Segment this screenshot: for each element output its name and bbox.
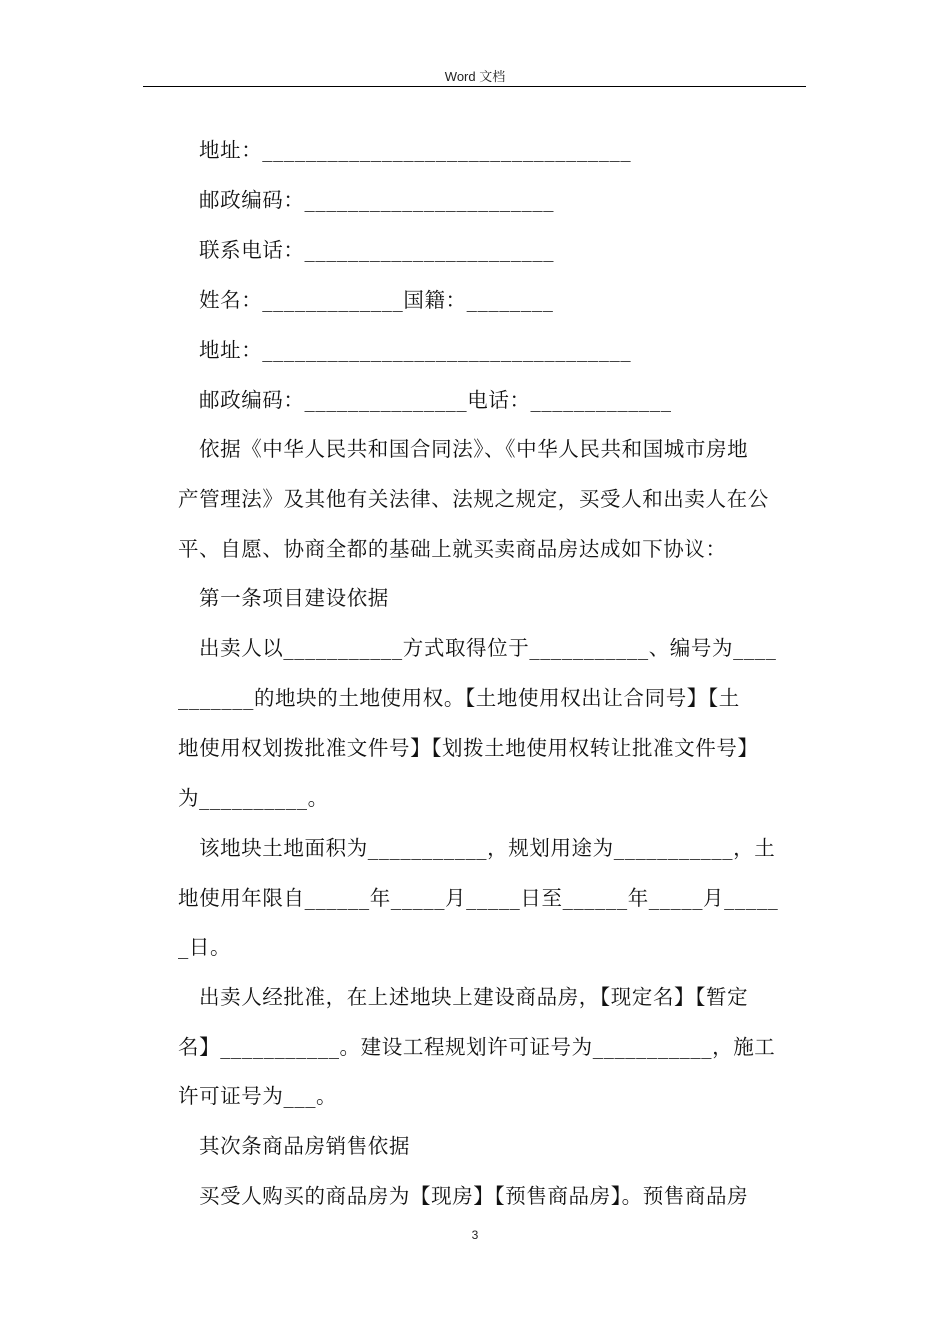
text-line: 为__________。 <box>178 786 329 810</box>
text-line: 出卖人经批准，在上述地块上建设商品房，【现定名】【暂定 <box>199 985 749 1009</box>
text-line: 该地块土地面积为___________，规划用途为___________，土 <box>199 836 776 860</box>
text-line: 地使用年限自______年_____月_____日至______年_____月_____ <box>178 886 779 910</box>
text-line: 依据《中华人民共和国合同法》、《中华人民共和国城市房地 <box>199 437 749 461</box>
page-number: 3 <box>471 1228 479 1242</box>
text-line: 联系电话：_______________________ <box>199 238 555 262</box>
text-line: 平、自愿、协商全都的基础上就买卖商品房达成如下协议： <box>178 537 727 561</box>
text-line: 地使用权划拨批准文件号】【划拨土地使用权转让批准文件号】 <box>178 736 759 760</box>
section-heading: 其次条商品房销售依据 <box>199 1134 410 1158</box>
text-line: 邮政编码：_______________________ <box>199 188 555 212</box>
text-line: _日。 <box>178 935 232 959</box>
text-line: 地址：__________________________________ <box>199 338 632 362</box>
text-line: 产管理法》及其他有关法律、法规之规定，买受人和出卖人在公 <box>178 487 769 511</box>
text-line: 邮政编码：_______________电话：_____________ <box>199 388 672 412</box>
text-line: 出卖人以___________方式取得位于___________、编号为____ <box>199 636 777 660</box>
text-line: 买受人购买的商品房为【现房】【预售商品房】。预售商品房 <box>199 1184 749 1208</box>
text-line: _______的地块的土地使用权。【土地使用权出让合同号】【土 <box>178 686 740 710</box>
text-line: 姓名：_____________国籍：________ <box>199 288 554 312</box>
text-line: 地址：__________________________________ <box>199 138 632 162</box>
text-line: 名】___________。建设工程规划许可证号为___________，施工 <box>178 1035 776 1059</box>
header-rule <box>143 86 806 87</box>
page-header: Word 文档 <box>444 69 506 84</box>
section-heading: 第一条项目建设依据 <box>199 586 389 610</box>
text-line: 许可证号为___。 <box>178 1084 338 1108</box>
